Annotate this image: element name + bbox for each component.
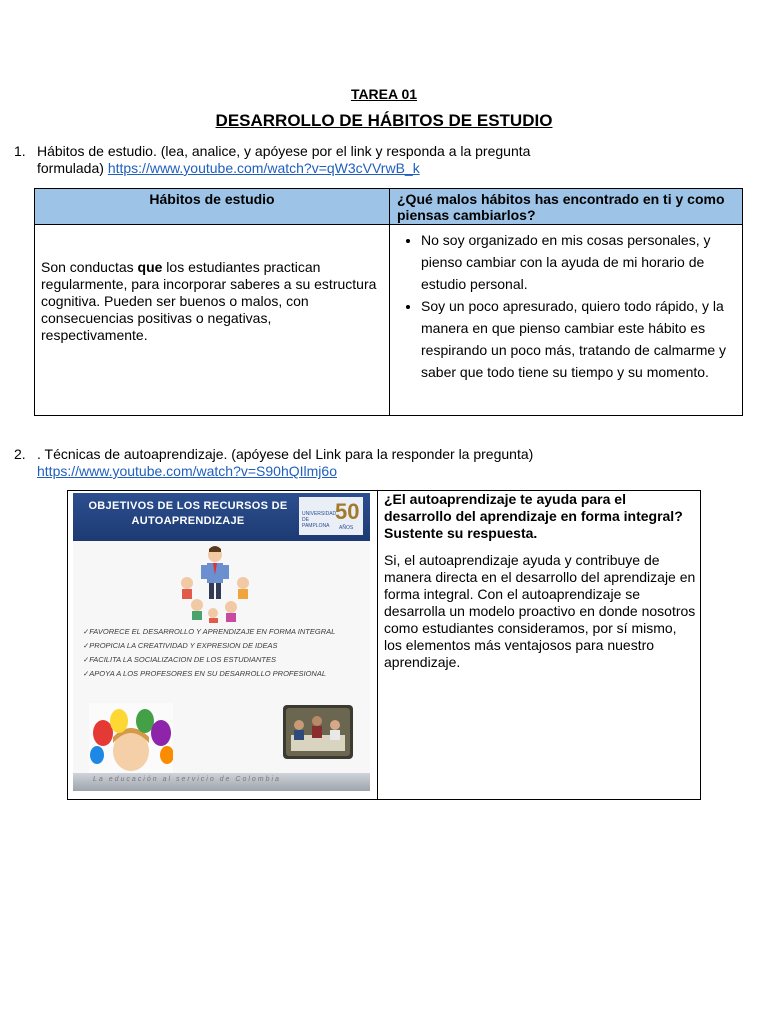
painted-hands-photo: [89, 703, 173, 773]
habits-definition: Son conductas que los estudiantes practican regularmente, para incorporar saberes a su estructura cognitiva. Pueden ser buenos o malos, con consecuencias positivas o negativas, respectivamente.: [41, 259, 377, 343]
document-title: DESARROLLO DE HÁBITOS DE ESTUDIO: [215, 111, 553, 130]
slide-objectives-list: [83, 625, 363, 681]
habits-table: [34, 188, 743, 416]
habits-header-col2: ¿Qué malos hábitos has encontrado en ti y como piensas cambiarlos?: [397, 191, 725, 223]
task-label: TAREA 01: [350, 86, 418, 102]
list-item: • No soy organizado en mis cosas personales, y pienso cambiar con la ayuda de mi horario de estudio personal.: [421, 229, 735, 295]
list-item: ✓FAVORECE EL DESARROLLO Y APRENDIZAJE EN FORMA INTEGRAL: [83, 627, 336, 636]
question-1-text-cont: formulada): [37, 160, 104, 176]
question-1-link[interactable]: https://www.youtube.com/watch?v=qW3cVVrwB_k: [107, 160, 420, 176]
question-1-number: 1.: [14, 143, 26, 159]
list-item: ✓APOYA A LOS PROFESORES EN SU DESARROLLO PROFESIONAL: [83, 669, 327, 678]
self-learning-question: ¿El autoaprendizaje te ayuda para el desarrollo del aprendizaje en forma integral? Sustente su respuesta.: [384, 491, 683, 541]
list-item: ✓FACILITA LA SOCIALIZACION DE LOS ESTUDIANTES: [83, 655, 276, 664]
self-learning-table: [67, 490, 701, 800]
self-learning-answer-cell: [384, 491, 696, 671]
question-2-link[interactable]: https://www.youtube.com/watch?v=S90hQIlmj6o: [37, 463, 337, 479]
classroom-photo: [283, 705, 353, 759]
bad-habits-list: [401, 229, 735, 383]
self-learning-slide-image: [73, 493, 370, 791]
self-learning-answer: Si, el autoaprendizaje ayuda y contribuye de manera directa en el desarrollo del aprendizaje en forma integral. Con el autoaprendizaje se desarrolla un modelo proactivo en donde nosotros como estudiantes consideramos, por sí mismo, los elementos más ventajosos para nuestro aprendizaje.: [384, 552, 696, 670]
slide-footer: La educación al servicio de Colombia: [73, 773, 370, 791]
university-logo: UNIVERSIDAD DE PAMPLONA 50 AÑOS: [299, 497, 363, 535]
list-item: • Soy un poco apresurado, quiero todo rápido, y la manera en que pienso cambiar este hábito es respirando un poco más, tratando de calmarme y saber que todo tiene su tiempo y su momento.: [421, 295, 735, 383]
question-1-text: Hábitos de estudio. (lea, analice, y apóyese por el link y responda a la pregunta: [37, 143, 531, 159]
question-2-number: 2.: [14, 446, 26, 462]
list-item: ✓PROPICIA LA CREATIVIDAD Y EXPRESION DE IDEAS: [83, 641, 278, 650]
slide-title: OBJETIVOS DE LOS RECURSOS DE AUTOAPRENDIZAJE: [88, 500, 288, 527]
habits-header-col1: Hábitos de estudio: [149, 191, 275, 207]
teacher-children-illustration: [173, 543, 263, 623]
question-2-text: . Técnicas de autoaprendizaje. (apóyese del Link para la responder la pregunta): [37, 446, 534, 462]
